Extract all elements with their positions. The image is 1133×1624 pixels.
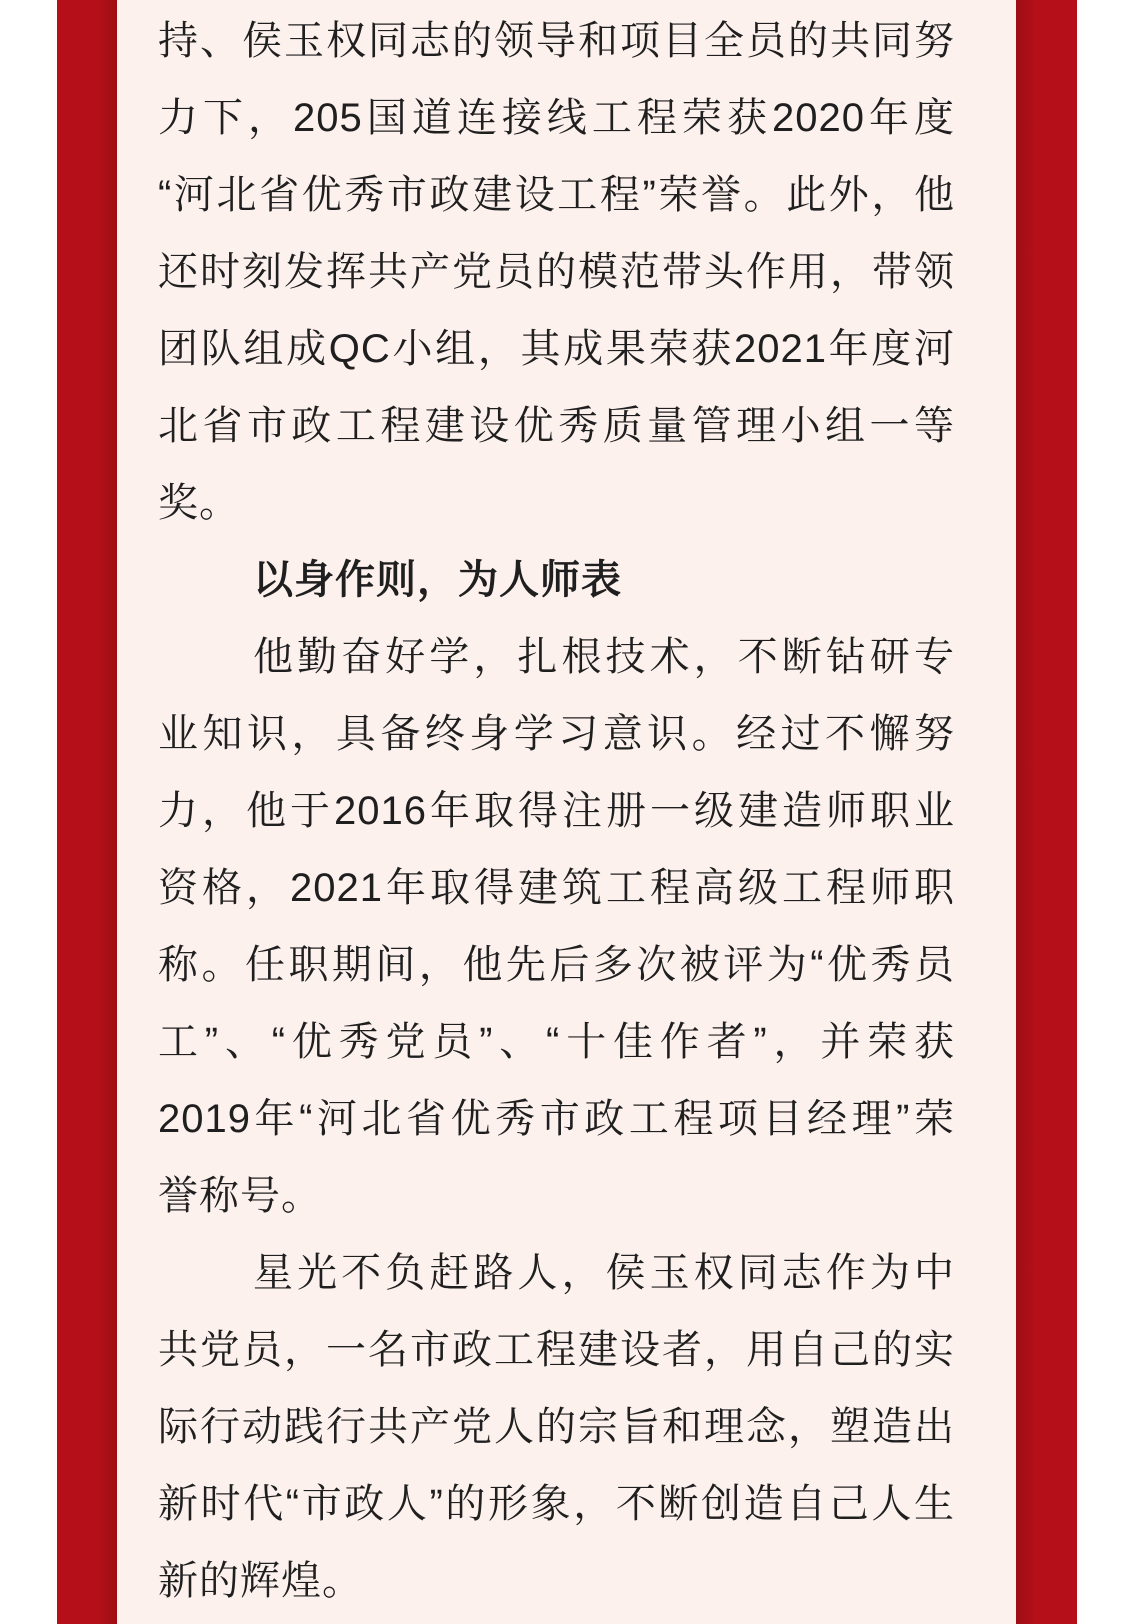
text-line: 业知识，具备终身学习意识。经过不懈努 [158,712,955,756]
text-line: 团队组成QC小组，其成果荣获2021年度河 [158,327,955,371]
text-line: 新的辉煌。 [158,1559,363,1603]
text-line: 誉称号。 [158,1174,322,1218]
text-line: 际行动践行共产党人的宗旨和理念，塑造出 [158,1405,955,1449]
text-line: 他勤奋好学，扎根技术，不断钻研专 [253,635,955,679]
text-line: 奖。 [158,481,240,525]
text-line: 力下，205国道连接线工程荣获2020年度 [158,96,955,140]
text-line: 还时刻发挥共产党员的模范带头作用，带领 [158,250,955,294]
text-line: 新时代“市政人”的形象，不断创造自己人生 [158,1482,955,1526]
text-line: 星光不负赶路人，侯玉权同志作为中 [253,1251,955,1295]
text-line: 称。任职期间，他先后多次被评为“优秀员 [158,943,955,987]
text-line: 共党员，一名市政工程建设者，用自己的实 [158,1328,955,1372]
section-heading: 以身作则，为人师表 [253,558,622,602]
text-line: 力，他于2016年取得注册一级建造师职业 [158,789,955,833]
text-line: “河北省优秀市政建设工程”荣誉。此外，他 [158,173,955,217]
left-accent-bar [57,0,117,1624]
text-line: 资格，2021年取得建筑工程高级工程师职 [158,866,955,910]
text-line: 持、侯玉权同志的领导和项目全员的共同努 [158,19,955,63]
right-accent-bar [1016,0,1077,1624]
text-line: 工”、“优秀党员”、“十佳作者”，并荣获 [158,1020,955,1064]
article-content [117,0,1016,1624]
text-line: 北省市政工程建设优秀质量管理小组一等 [158,404,955,448]
text-line: 2019年“河北省优秀市政工程项目经理”荣 [158,1097,955,1141]
